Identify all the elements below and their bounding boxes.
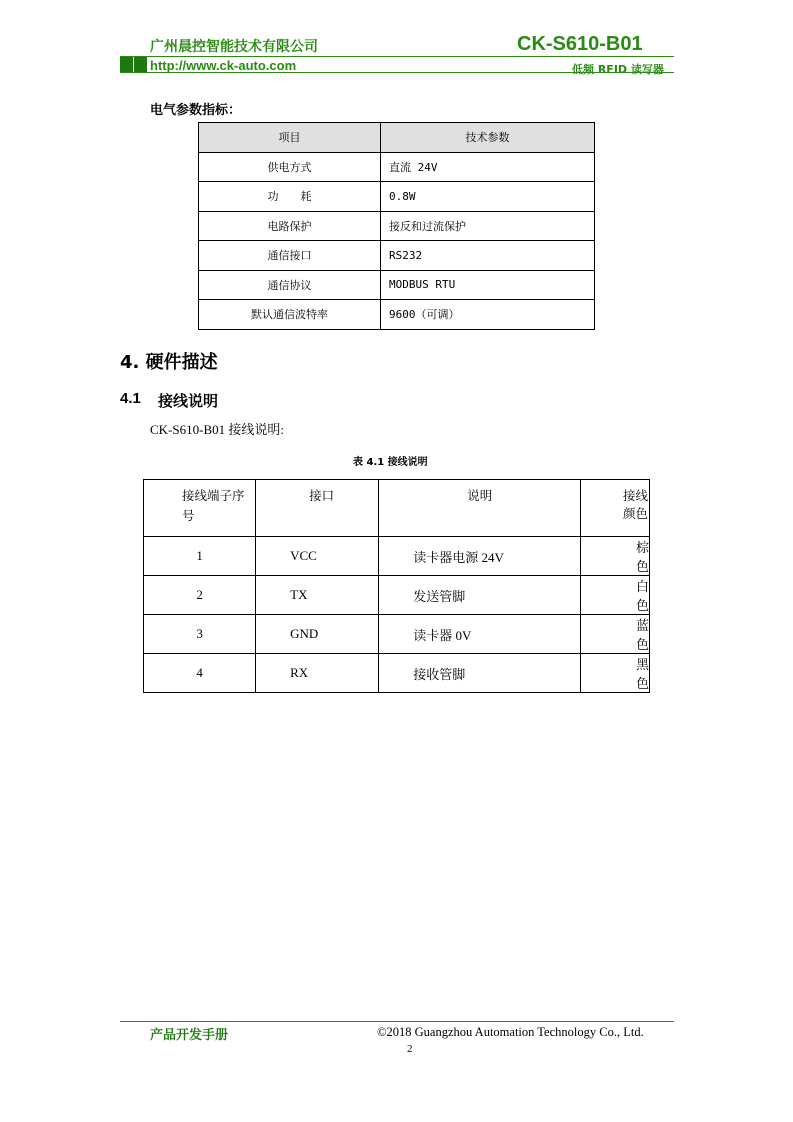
table-caption: 表 4.1 接线说明 <box>353 457 428 468</box>
interface: TX <box>256 576 379 615</box>
wire-color: 白色 <box>580 576 649 615</box>
param-name: 功 耗 <box>199 182 381 212</box>
column-header: 技术参数 <box>381 123 595 153</box>
header-green-block <box>120 57 133 72</box>
table-row <box>144 537 650 576</box>
param-value: RS232 <box>381 241 595 271</box>
interface: VCC <box>256 537 379 576</box>
page-number: 2 <box>407 1043 413 1055</box>
param-value: 0.8W <box>381 182 595 212</box>
header-green-block <box>134 57 147 72</box>
table-header-row <box>199 123 595 153</box>
interface: RX <box>256 654 379 693</box>
table-header-row <box>144 480 650 537</box>
param-name: 电路保护 <box>199 211 381 241</box>
param-value: 直流 24V <box>381 152 595 182</box>
table-row <box>199 182 595 212</box>
column-header: 项目 <box>199 123 381 153</box>
electrical-params-label: 电气参数指标： <box>150 103 242 118</box>
terminal-number: 4 <box>144 654 256 693</box>
table-row <box>199 152 595 182</box>
table-row <box>144 576 650 615</box>
subsection-title: 接线说明 <box>158 392 219 410</box>
param-name: 通信协议 <box>199 270 381 300</box>
column-header: 说明 <box>379 480 581 537</box>
footer-rule <box>120 1021 674 1022</box>
param-name: 通信接口 <box>199 241 381 271</box>
param-name: 供电方式 <box>199 152 381 182</box>
section-heading: 4. 硬件描述 <box>120 352 218 373</box>
table-row <box>144 654 650 693</box>
column-header: 接线端子序号 <box>144 480 256 537</box>
description: 接收管脚 <box>379 654 581 693</box>
electrical-params-table <box>198 122 595 330</box>
company-url[interactable]: http://www.ck-auto.com <box>150 58 297 73</box>
wire-color: 蓝色 <box>580 615 649 654</box>
wire-color: 黑色 <box>580 654 649 693</box>
product-subtitle: 低频 RFID 读写器 <box>572 63 664 76</box>
footer-copyright: ©2018 Guangzhou Automation Technology Co., Ltd. <box>377 1025 644 1039</box>
table-row <box>199 211 595 241</box>
param-value: 接反和过流保护 <box>381 211 595 241</box>
intro-text: CK-S610-B01 接线说明: <box>150 422 284 437</box>
param-value: MODBUS RTU <box>381 270 595 300</box>
description: 读卡器 0V <box>379 615 581 654</box>
company-name: 广州晨控智能技术有限公司 <box>150 39 318 55</box>
wire-color: 棕色 <box>580 537 649 576</box>
table-row <box>144 615 650 654</box>
terminal-number: 3 <box>144 615 256 654</box>
header-underline <box>120 72 674 73</box>
param-value: 9600（可调） <box>381 300 595 330</box>
interface: GND <box>256 615 379 654</box>
terminal-number: 1 <box>144 537 256 576</box>
terminal-number: 2 <box>144 576 256 615</box>
subsection-number: 4.1 <box>120 390 141 407</box>
wiring-table <box>143 479 650 693</box>
column-header: 接口 <box>256 480 379 537</box>
table-row <box>199 241 595 271</box>
product-model: CK-S610-B01 <box>517 33 643 55</box>
header-rule <box>120 56 674 57</box>
table-row <box>199 270 595 300</box>
description: 读卡器电源 24V <box>379 537 581 576</box>
param-name: 默认通信波特率 <box>199 300 381 330</box>
footer-manual-title: 产品开发手册 <box>150 1028 229 1043</box>
table-row <box>199 300 595 330</box>
description: 发送管脚 <box>379 576 581 615</box>
column-header: 接线颜色 <box>580 480 649 537</box>
